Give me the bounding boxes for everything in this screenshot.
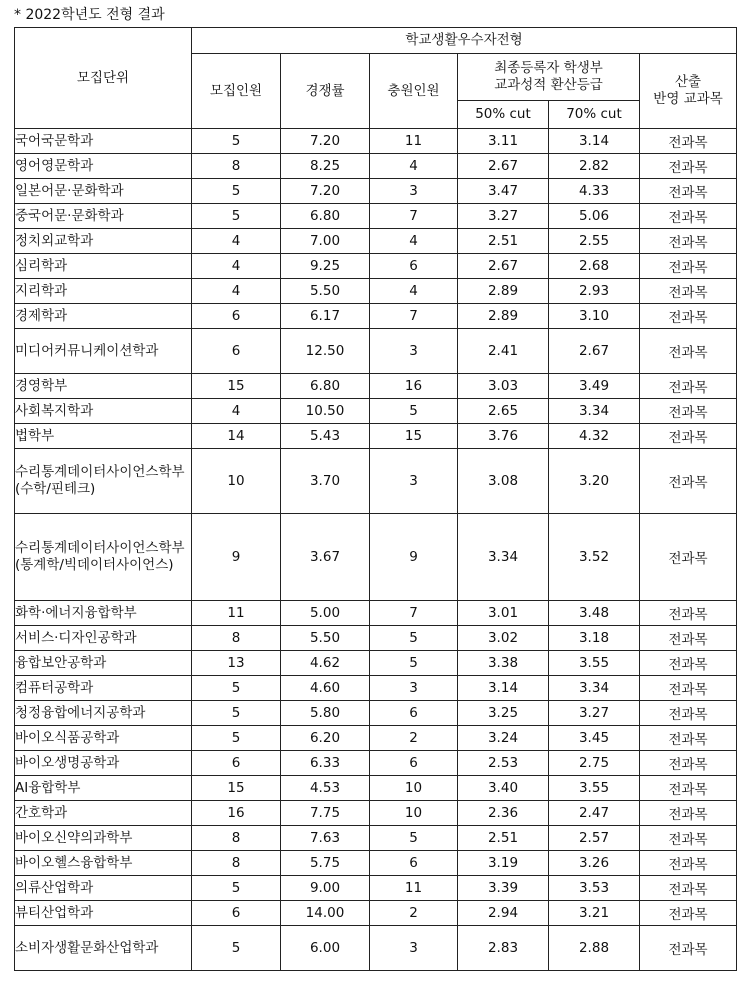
cell-competition: 4.62 bbox=[281, 651, 370, 676]
cell-competition: 7.20 bbox=[281, 179, 370, 204]
cell-subject: 전과목 bbox=[640, 279, 737, 304]
cell-subject: 전과목 bbox=[640, 726, 737, 751]
cell-cut50: 2.36 bbox=[458, 801, 549, 826]
cell-recruit: 5 bbox=[192, 179, 281, 204]
cell-recruit: 4 bbox=[192, 254, 281, 279]
cell-cut70: 3.49 bbox=[549, 374, 640, 399]
cell-subject: 전과목 bbox=[640, 129, 737, 154]
cell-recruit: 11 bbox=[192, 601, 281, 626]
table-row bbox=[15, 304, 737, 329]
cell-subject: 전과목 bbox=[640, 374, 737, 399]
cell-subject: 전과목 bbox=[640, 776, 737, 801]
cell-additional: 4 bbox=[370, 154, 458, 179]
cell-additional: 3 bbox=[370, 926, 458, 971]
cell-competition: 5.50 bbox=[281, 279, 370, 304]
cell-competition: 6.80 bbox=[281, 204, 370, 229]
cell-subject: 전과목 bbox=[640, 179, 737, 204]
cell-unit: 법학부 bbox=[15, 424, 192, 449]
cell-unit: 뷰티산업학과 bbox=[15, 901, 192, 926]
cell-subject: 전과목 bbox=[640, 801, 737, 826]
cell-cut50: 2.51 bbox=[458, 229, 549, 254]
cell-unit: 수리통계데이터사이언스학부 (통계학/빅데이터사이언스) bbox=[15, 514, 192, 601]
cell-unit: 화학·에너지융합학부 bbox=[15, 601, 192, 626]
cell-cut70: 3.55 bbox=[549, 776, 640, 801]
header-cut50: 50% cut bbox=[458, 101, 549, 129]
cell-cut50: 3.08 bbox=[458, 449, 549, 514]
cell-recruit: 8 bbox=[192, 826, 281, 851]
cell-competition: 10.50 bbox=[281, 399, 370, 424]
cell-unit: 국어국문학과 bbox=[15, 129, 192, 154]
cell-competition: 9.25 bbox=[281, 254, 370, 279]
cell-cut70: 3.21 bbox=[549, 901, 640, 926]
cell-recruit: 5 bbox=[192, 676, 281, 701]
cell-subject: 전과목 bbox=[640, 651, 737, 676]
cell-additional: 4 bbox=[370, 279, 458, 304]
cell-recruit: 6 bbox=[192, 751, 281, 776]
cell-recruit: 5 bbox=[192, 726, 281, 751]
cell-cut50: 3.27 bbox=[458, 204, 549, 229]
cell-unit: 의류산업학과 bbox=[15, 876, 192, 901]
cell-additional: 10 bbox=[370, 776, 458, 801]
table-row bbox=[15, 801, 737, 826]
cell-unit: 사회복지학과 bbox=[15, 399, 192, 424]
cell-unit: 컴퓨터공학과 bbox=[15, 676, 192, 701]
header-subject bbox=[640, 54, 737, 129]
cell-cut70: 3.34 bbox=[549, 676, 640, 701]
cell-additional: 2 bbox=[370, 726, 458, 751]
header-group: 학교생활우수자전형 bbox=[192, 28, 737, 54]
cell-additional: 6 bbox=[370, 254, 458, 279]
cell-recruit: 9 bbox=[192, 514, 281, 601]
cell-cut50: 2.83 bbox=[458, 926, 549, 971]
cell-cut50: 2.67 bbox=[458, 254, 549, 279]
cell-unit: 바이오생명공학과 bbox=[15, 751, 192, 776]
cell-cut50: 3.47 bbox=[458, 179, 549, 204]
cell-cut70: 2.55 bbox=[549, 229, 640, 254]
cell-competition: 7.63 bbox=[281, 826, 370, 851]
cell-cut50: 3.02 bbox=[458, 626, 549, 651]
cell-cut50: 2.67 bbox=[458, 154, 549, 179]
cell-cut70: 3.10 bbox=[549, 304, 640, 329]
cell-cut70: 3.48 bbox=[549, 601, 640, 626]
cell-subject: 전과목 bbox=[640, 254, 737, 279]
table-row bbox=[15, 424, 737, 449]
header-subject-line1: 산출 bbox=[674, 74, 702, 90]
header-unit: 모집단위 bbox=[15, 28, 192, 129]
cell-competition: 7.75 bbox=[281, 801, 370, 826]
table-row bbox=[15, 826, 737, 851]
cell-additional: 7 bbox=[370, 304, 458, 329]
cell-cut70: 3.53 bbox=[549, 876, 640, 901]
header-grade-line2: 교과성적 환산등급 bbox=[494, 77, 603, 93]
table-row bbox=[15, 129, 737, 154]
cell-recruit: 13 bbox=[192, 651, 281, 676]
cell-cut70: 2.88 bbox=[549, 926, 640, 971]
cell-additional: 5 bbox=[370, 626, 458, 651]
header-grade bbox=[458, 54, 640, 101]
cell-cut50: 3.19 bbox=[458, 851, 549, 876]
cell-competition: 5.50 bbox=[281, 626, 370, 651]
cell-unit: 정치외교학과 bbox=[15, 229, 192, 254]
cell-competition: 8.25 bbox=[281, 154, 370, 179]
cell-cut70: 2.75 bbox=[549, 751, 640, 776]
cell-cut50: 3.39 bbox=[458, 876, 549, 901]
cell-subject: 전과목 bbox=[640, 626, 737, 651]
table-row bbox=[15, 926, 737, 971]
cell-cut70: 2.67 bbox=[549, 329, 640, 374]
cell-competition: 9.00 bbox=[281, 876, 370, 901]
cell-additional: 6 bbox=[370, 751, 458, 776]
cell-subject: 전과목 bbox=[640, 399, 737, 424]
cell-competition: 7.20 bbox=[281, 129, 370, 154]
cell-recruit: 5 bbox=[192, 701, 281, 726]
cell-subject: 전과목 bbox=[640, 329, 737, 374]
cell-cut50: 2.94 bbox=[458, 901, 549, 926]
cell-recruit: 5 bbox=[192, 926, 281, 971]
table-caption: * 2022학년도 전형 결과 bbox=[14, 7, 165, 23]
table-row bbox=[15, 751, 737, 776]
cell-subject: 전과목 bbox=[640, 154, 737, 179]
cell-cut70: 5.06 bbox=[549, 204, 640, 229]
cell-cut50: 3.11 bbox=[458, 129, 549, 154]
admission-results-table bbox=[14, 27, 737, 971]
cell-additional: 16 bbox=[370, 374, 458, 399]
cell-cut70: 3.34 bbox=[549, 399, 640, 424]
table-row bbox=[15, 229, 737, 254]
cell-unit: 일본어문·문화학과 bbox=[15, 179, 192, 204]
cell-additional: 15 bbox=[370, 424, 458, 449]
table-row bbox=[15, 279, 737, 304]
cell-recruit: 5 bbox=[192, 876, 281, 901]
cell-competition: 7.00 bbox=[281, 229, 370, 254]
cell-cut50: 3.01 bbox=[458, 601, 549, 626]
cell-competition: 6.80 bbox=[281, 374, 370, 399]
cell-unit: 바이오헬스융합학부 bbox=[15, 851, 192, 876]
cell-cut70: 2.47 bbox=[549, 801, 640, 826]
cell-recruit: 6 bbox=[192, 329, 281, 374]
cell-additional: 4 bbox=[370, 229, 458, 254]
cell-additional: 6 bbox=[370, 851, 458, 876]
cell-unit: 바이오식품공학과 bbox=[15, 726, 192, 751]
table-row bbox=[15, 254, 737, 279]
cell-cut70: 3.26 bbox=[549, 851, 640, 876]
table-row bbox=[15, 329, 737, 374]
cell-recruit: 5 bbox=[192, 204, 281, 229]
cell-unit: AI융합학부 bbox=[15, 776, 192, 801]
cell-subject: 전과목 bbox=[640, 676, 737, 701]
header-subject-line2: 반영 교과목 bbox=[653, 91, 723, 107]
cell-competition: 5.43 bbox=[281, 424, 370, 449]
cell-additional: 7 bbox=[370, 601, 458, 626]
cell-unit: 지리학과 bbox=[15, 279, 192, 304]
cell-cut50: 2.89 bbox=[458, 304, 549, 329]
cell-cut70: 3.27 bbox=[549, 701, 640, 726]
cell-cut50: 3.38 bbox=[458, 651, 549, 676]
cell-competition: 4.60 bbox=[281, 676, 370, 701]
table-row bbox=[15, 651, 737, 676]
cell-subject: 전과목 bbox=[640, 601, 737, 626]
cell-cut50: 3.40 bbox=[458, 776, 549, 801]
cell-competition: 6.17 bbox=[281, 304, 370, 329]
table-row bbox=[15, 776, 737, 801]
cell-unit: 간호학과 bbox=[15, 801, 192, 826]
cell-cut70: 3.20 bbox=[549, 449, 640, 514]
cell-unit: 서비스·디자인공학과 bbox=[15, 626, 192, 651]
cell-additional: 7 bbox=[370, 204, 458, 229]
cell-competition: 5.80 bbox=[281, 701, 370, 726]
cell-cut70: 2.93 bbox=[549, 279, 640, 304]
cell-recruit: 15 bbox=[192, 776, 281, 801]
cell-cut70: 3.14 bbox=[549, 129, 640, 154]
cell-subject: 전과목 bbox=[640, 876, 737, 901]
cell-subject: 전과목 bbox=[640, 926, 737, 971]
cell-additional: 11 bbox=[370, 129, 458, 154]
cell-recruit: 4 bbox=[192, 279, 281, 304]
cell-recruit: 16 bbox=[192, 801, 281, 826]
cell-cut50: 3.14 bbox=[458, 676, 549, 701]
cell-subject: 전과목 bbox=[640, 751, 737, 776]
header-grade-line1: 최종등록자 학생부 bbox=[494, 60, 603, 76]
table-row bbox=[15, 449, 737, 514]
cell-additional: 11 bbox=[370, 876, 458, 901]
cell-unit: 청정융합에너지공학과 bbox=[15, 701, 192, 726]
cell-recruit: 8 bbox=[192, 851, 281, 876]
cell-competition: 6.33 bbox=[281, 751, 370, 776]
cell-competition: 12.50 bbox=[281, 329, 370, 374]
cell-unit: 중국어문·문화학과 bbox=[15, 204, 192, 229]
header-cut70: 70% cut bbox=[549, 101, 640, 129]
cell-cut50: 2.65 bbox=[458, 399, 549, 424]
cell-cut50: 3.76 bbox=[458, 424, 549, 449]
table-row bbox=[15, 626, 737, 651]
table-row bbox=[15, 179, 737, 204]
cell-subject: 전과목 bbox=[640, 826, 737, 851]
cell-recruit: 10 bbox=[192, 449, 281, 514]
table-row bbox=[15, 514, 737, 601]
cell-recruit: 15 bbox=[192, 374, 281, 399]
cell-competition: 6.00 bbox=[281, 926, 370, 971]
cell-competition: 5.00 bbox=[281, 601, 370, 626]
cell-recruit: 4 bbox=[192, 229, 281, 254]
cell-cut70: 2.68 bbox=[549, 254, 640, 279]
cell-recruit: 6 bbox=[192, 304, 281, 329]
table-row bbox=[15, 601, 737, 626]
cell-cut70: 4.32 bbox=[549, 424, 640, 449]
cell-subject: 전과목 bbox=[640, 851, 737, 876]
table-row bbox=[15, 851, 737, 876]
cell-unit: 바이오신약의과학부 bbox=[15, 826, 192, 851]
cell-competition: 6.20 bbox=[281, 726, 370, 751]
cell-unit: 융합보안공학과 bbox=[15, 651, 192, 676]
cell-subject: 전과목 bbox=[640, 229, 737, 254]
cell-competition: 14.00 bbox=[281, 901, 370, 926]
cell-cut70: 3.45 bbox=[549, 726, 640, 751]
table-row bbox=[15, 204, 737, 229]
cell-additional: 3 bbox=[370, 676, 458, 701]
cell-cut50: 2.89 bbox=[458, 279, 549, 304]
cell-recruit: 8 bbox=[192, 626, 281, 651]
cell-cut50: 3.34 bbox=[458, 514, 549, 601]
cell-recruit: 5 bbox=[192, 129, 281, 154]
cell-cut70: 2.82 bbox=[549, 154, 640, 179]
cell-unit: 심리학과 bbox=[15, 254, 192, 279]
table-row bbox=[15, 901, 737, 926]
cell-subject: 전과목 bbox=[640, 701, 737, 726]
cell-subject: 전과목 bbox=[640, 424, 737, 449]
cell-cut70: 3.52 bbox=[549, 514, 640, 601]
table-row bbox=[15, 374, 737, 399]
cell-subject: 전과목 bbox=[640, 204, 737, 229]
cell-additional: 5 bbox=[370, 651, 458, 676]
cell-subject: 전과목 bbox=[640, 304, 737, 329]
cell-unit: 소비자생활문화산업학과 bbox=[15, 926, 192, 971]
cell-unit: 수리통계데이터사이언스학부 (수학/핀테크) bbox=[15, 449, 192, 514]
table-row bbox=[15, 154, 737, 179]
table-row bbox=[15, 676, 737, 701]
header-additional: 충원인원 bbox=[370, 54, 458, 129]
cell-unit: 경제학과 bbox=[15, 304, 192, 329]
cell-cut70: 4.33 bbox=[549, 179, 640, 204]
cell-additional: 5 bbox=[370, 399, 458, 424]
cell-cut50: 2.41 bbox=[458, 329, 549, 374]
cell-additional: 3 bbox=[370, 179, 458, 204]
table-row bbox=[15, 701, 737, 726]
cell-additional: 3 bbox=[370, 329, 458, 374]
header-recruit: 모집인원 bbox=[192, 54, 281, 129]
cell-recruit: 4 bbox=[192, 399, 281, 424]
cell-competition: 5.75 bbox=[281, 851, 370, 876]
table-row bbox=[15, 399, 737, 424]
cell-additional: 9 bbox=[370, 514, 458, 601]
cell-subject: 전과목 bbox=[640, 449, 737, 514]
cell-cut50: 3.25 bbox=[458, 701, 549, 726]
cell-recruit: 8 bbox=[192, 154, 281, 179]
cell-competition: 3.67 bbox=[281, 514, 370, 601]
table-body bbox=[15, 129, 737, 971]
cell-cut50: 2.51 bbox=[458, 826, 549, 851]
cell-additional: 10 bbox=[370, 801, 458, 826]
cell-additional: 3 bbox=[370, 449, 458, 514]
cell-competition: 4.53 bbox=[281, 776, 370, 801]
cell-cut70: 3.55 bbox=[549, 651, 640, 676]
cell-cut50: 3.03 bbox=[458, 374, 549, 399]
cell-additional: 6 bbox=[370, 701, 458, 726]
cell-cut50: 2.53 bbox=[458, 751, 549, 776]
cell-subject: 전과목 bbox=[640, 901, 737, 926]
header-competition: 경쟁률 bbox=[281, 54, 370, 129]
cell-cut70: 2.57 bbox=[549, 826, 640, 851]
cell-unit: 영어영문학과 bbox=[15, 154, 192, 179]
cell-cut70: 3.18 bbox=[549, 626, 640, 651]
cell-cut50: 3.24 bbox=[458, 726, 549, 751]
table-header bbox=[15, 28, 737, 129]
cell-additional: 5 bbox=[370, 826, 458, 851]
table-row bbox=[15, 726, 737, 751]
cell-recruit: 14 bbox=[192, 424, 281, 449]
cell-unit: 미디어커뮤니케이션학과 bbox=[15, 329, 192, 374]
cell-competition: 3.70 bbox=[281, 449, 370, 514]
table-row bbox=[15, 876, 737, 901]
cell-recruit: 6 bbox=[192, 901, 281, 926]
cell-additional: 2 bbox=[370, 901, 458, 926]
cell-subject: 전과목 bbox=[640, 514, 737, 601]
cell-unit: 경영학부 bbox=[15, 374, 192, 399]
